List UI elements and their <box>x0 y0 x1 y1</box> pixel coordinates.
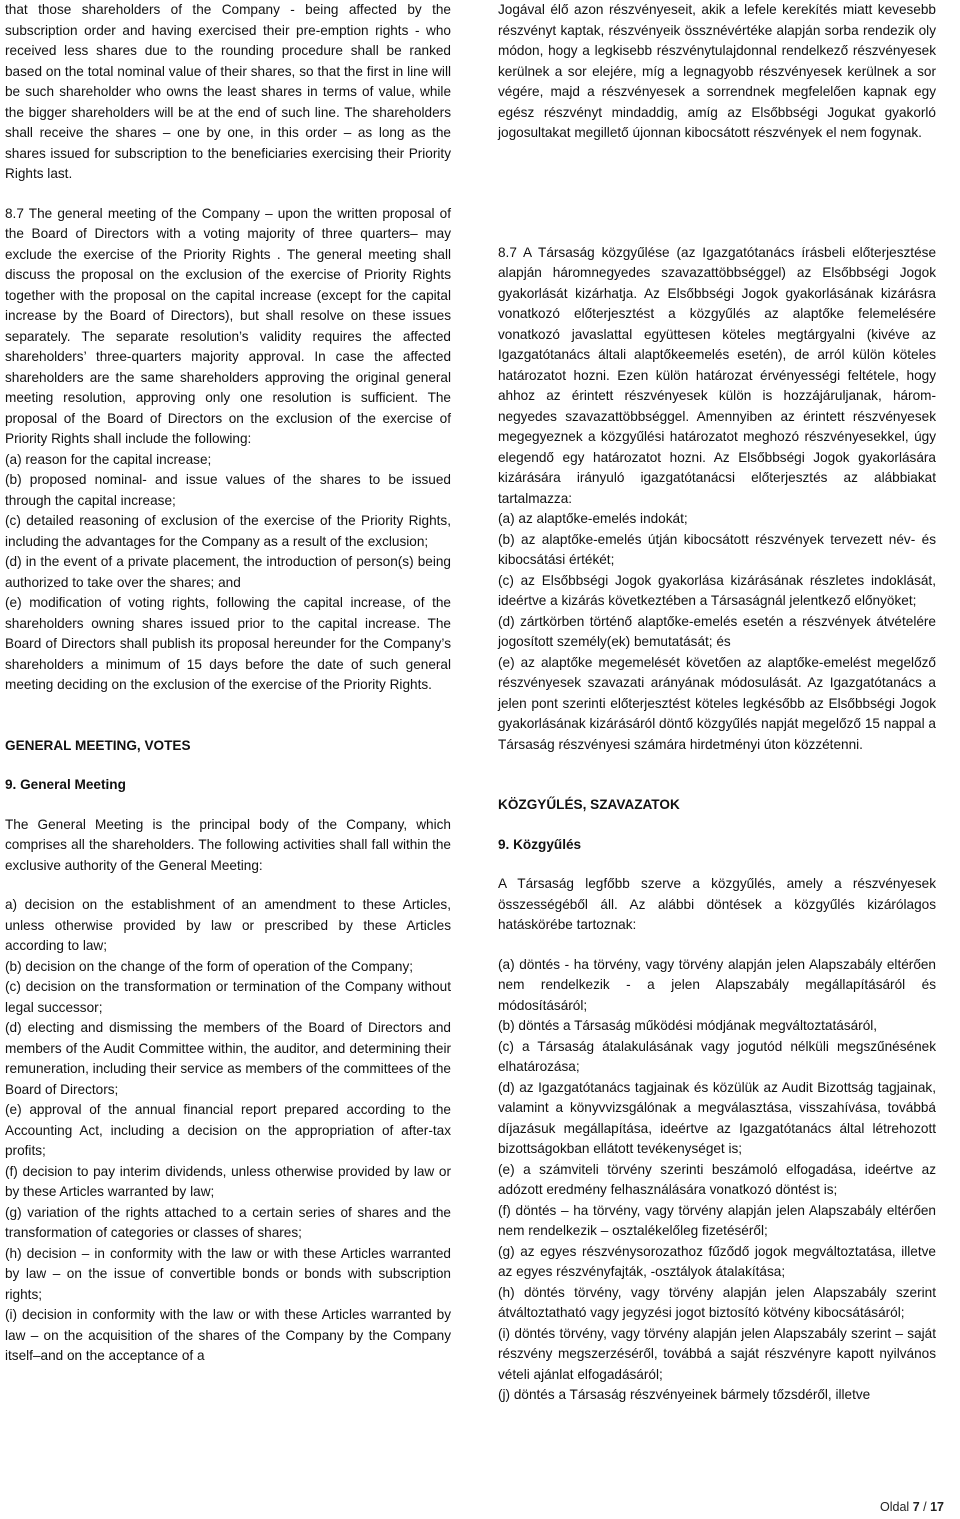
list-item: (i) döntés törvény, vagy törvény alapján jelen Alapszabály szerint – saját részvény megszerzéséről, továbbá a saját részvényre kapott nyilvános vételi ajánlat elfogadásáról; <box>498 1325 936 1382</box>
list-item: (e) modification of voting rights, following the capital increase, of the shareholders owning shares issued prior to the capital increase. The Board of Directors shall publish its proposal hereunder for the Company’s shareholders a minimum of 15 days before the date of such general meeting deciding on the exclusion of the exercise of the Priority Rights. <box>5 595 451 692</box>
paragraph-continuation: Jogával élő azon részvényeseit, akik a lefele kerekítés miatt kevesebb részvényt kaptak, részvényeik össznévértéke alapján sorba rendezik oly módon, hogy a legkisebb részvénytulajdonnal rendelkező részvényesek kerülnek a sor elejére, míg a legnagyobb részvényesek kerülnek a sor végére, majd a részvényesek a sorrendnek megfelelően kapnak egy egész részvényt mindaddig, amíg az Elsőbbségi Jogukat gyakorló jogosultakat megillető újonnan kibocsátott részvények el nem fogynak. <box>498 2 936 140</box>
list-item: (c) az Elsőbbségi Jogok gyakorlása kizárásának részletes indoklását, ideértve a kizárás következtében a Társaságnál jelentkező előnyöket; <box>498 572 936 608</box>
list-item: a) decision on the establishment of an amendment to these Articles, unless otherwise provided by law or prescribed by these Articles according to law; <box>5 897 451 953</box>
list-item: (f) decision to pay interim dividends, unless otherwise provided by law or by these Articles warranted by law; <box>5 1163 451 1199</box>
list-item: (i) decision in conformity with the law or with these Articles warranted by law – on the acquisition of the shares of the Company by the Company itself–and on the acceptance of a <box>5 1307 451 1363</box>
list-item: (d) electing and dismissing the members of the Board of Directors and members of the Audit Committee within, the auditor, and determining their remuneration, including their service as members of the committees of the Board of Directors; <box>5 1020 451 1097</box>
list-item: (f) döntés – ha törvény, vagy törvény alapján jelen Alapszabály eltérően nem rendelkezik – osztalékelőleg fizetéséről; <box>498 1202 936 1238</box>
list-item: (a) az alaptőke-emelés indokát; <box>498 511 688 526</box>
list-item: (j) döntés a Társaság részvényeinek bármely tőzsdéről, illetve <box>498 1387 871 1402</box>
list-item: (h) döntés törvény, vagy törvény alapján jelen Alapszabály szerint átváltoztatható vagy jegyzési jogot biztosító kötvény kibocsátásáról; <box>498 1284 936 1320</box>
list-item: (c) a Társaság átalakulásának vagy jogutód nélküli megszűnésének elhatározása; <box>498 1038 936 1074</box>
list-item: (c) detailed reasoning of exclusion of the exercise of the Priority Rights, including the advantages for the Company as a result of the exclusion; <box>5 513 451 549</box>
list-item: (d) az Igazgatótanács tagjainak és közülük az Audit Bizottság tagjainak, valamint a könyvvizsgálónak a megválasztása, visszahívása, továbbá díjazásuk megállapítása, ideértve az Igazgatótanács által létrehozott bizottságokban ellátott tevékenységet is; <box>498 1079 936 1156</box>
section-heading: GENERAL MEETING, VOTES <box>5 737 191 753</box>
list-item: (c) decision on the transformation or termination of the Company without legal successor; <box>5 979 451 1015</box>
list-item: (g) az egyes részvénysorozathoz fűződő jogok megváltoztatása, illetve az egyes részvényfajták, -osztályok átalakítása; <box>498 1243 936 1279</box>
subsection-heading: 9. Közgyűlés <box>498 836 582 852</box>
list-item: (d) zártkörben történő alaptőke-emelés esetén a részvények átvételére jogosított személy(ek) bemutatását; és <box>498 613 936 649</box>
subsection-heading: 9. General Meeting <box>5 777 126 792</box>
list-item: (e) a számviteli törvény szerinti beszámoló elfogadása, ideértve az adózott eredmény felhasználására vonatkozó döntést is; <box>498 1161 936 1197</box>
list-item: (b) az alaptőke-emelés útján kibocsátott részvények tervezett név- és kibocsátási értékét; <box>498 531 936 567</box>
hungarian-column <box>498 0 936 1406</box>
list-item: (d) in the event of a private placement, the introduction of person(s) being authorized to take over the shares; and <box>5 554 451 590</box>
list-item: (e) az alaptőke megemelését követően az alaptőke-emelést megelőző részvényesek szavazati arányának módosulását. Az Igazgatótanács a jelen pont szerinti előterjesztést köteles legkésőbb az Elsőbbségi Jogok gyakorlásának kizárásáról döntő közgyűlés napját megelőző 15 nappal a Társaság részvényesi számára hirdetményi úton közzétenni. <box>498 654 936 752</box>
page-current: 7 <box>912 1500 920 1514</box>
page-separator: / <box>923 1500 927 1514</box>
list-item: (e) approval of the annual financial report prepared according to the Accounting Act, including a decision on the appropriation of after-tax profits; <box>5 1102 451 1158</box>
list-item: (b) proposed nominal- and issue values of the shares to be issued through the capital increase; <box>5 472 451 508</box>
page-label: Oldal <box>880 1500 910 1514</box>
list-item: (b) decision on the change of the form of operation of the Company; <box>5 958 414 974</box>
paragraph-continuation: that those shareholders of the Company - being affected by the subscription order and having exercised their pre-emption rights - who received less shares due to the rounding procedure shall be ranked based on the total nominal value of their shares, so that the first in line will be such shareholder who owns the least shares in terms of value, while the bigger shareholders will be at the end of such line. The shareholders shall receive the shares – one by one, in this order – as long as the shares issued for subscription to the beneficiaries exercising their Priority Rights last. <box>5 2 451 181</box>
list-item: (h) decision – in conformity with the law or with these Articles warranted by law – on the issue of convertible bonds or bonds with subscription rights; <box>5 1245 451 1302</box>
page-total: 17 <box>930 1500 944 1514</box>
paragraph-8-7: 8.7 The general meeting of the Company – upon the written proposal of the Board of Directors with a voting majority of three quarters– may exclude the exercise of the Priority Rights . The general meeting shall discuss the proposal on the exclusion of the exercise of Priority Rights together with the proposal on the capital increase (except for the capital increase by the Board of Directors), but shall resolve on these issues separately. The separate resolution’s validity requires the affected shareholders’ three-quarters majority approval. In case the affected shareholders are the same shareholders approving the original general meeting resolution, approving only one resolution is sufficient. The proposal of the Board of Directors on the exclusion of the exercise of Priority Rights shall include the following: <box>5 205 451 446</box>
paragraph-8-7: 8.7 A Társaság közgyűlése (az Igazgatótanács írásbeli előterjesztése alapján háromnegyedes szavazattöbbséggel) az Elsőbbségi Jogok gyakorlását kizárhatja. Az Elsőbbségi Jogok gyakorlásának kizárásra vonatkozó előterjesztést a közgyűlés az alaptőke felemelésére vonatkozó javaslattal együttesen köteles megtárgyalni (kivéve az Igazgatótanács általi alaptőkeemelés esetén), de arról külön köteles határozatot hozni. Ezen külön határozat érvényességi feltétele, hogy ahhoz az érintett részvényesek külön is hozzájáruljanak, három-negyedes szavazattöbbséggel. Amennyiben az érintett részvényesek megegyeznek a közgyűlési határozatot meghozó részvényesekkel, úgy elegendő egy határozatot hozni. Az Elsőbbségi Jogok gyakorlására kizárására irányuló igazgatótanácsi előterjesztés az alábbiakat tartalmazza: <box>498 244 936 506</box>
list-item: (b) döntés a Társaság működési módjának megváltoztatásáról, <box>498 1018 878 1033</box>
english-column <box>5 0 451 1367</box>
section-heading: KÖZGYŰLÉS, SZAVAZATOK <box>498 797 680 812</box>
page-number <box>880 1499 944 1515</box>
list-item: (a) döntés - ha törvény, vagy törvény alapján jelen Alapszabály eltérően nem rendelkezik - a jelen Alapszabály megállapításáról és módosításáról; <box>498 956 936 1013</box>
paragraph-9: A Társaság legfőbb szerve a közgyűlés, amely a részvényesek összességéből áll. Az alábbi döntések a közgyűlés kizárólagos hatáskörébe tartoznak: <box>498 876 936 932</box>
list-item: (g) variation of the rights attached to a certain series of shares and the transformation of categories or classes of shares; <box>5 1204 451 1240</box>
list-item: (a) reason for the capital increase; <box>5 451 212 467</box>
paragraph-9: The General Meeting is the principal body of the Company, which comprises all the shareholders. The following activities shall fall within the exclusive authority of the General Meeting: <box>5 816 451 873</box>
